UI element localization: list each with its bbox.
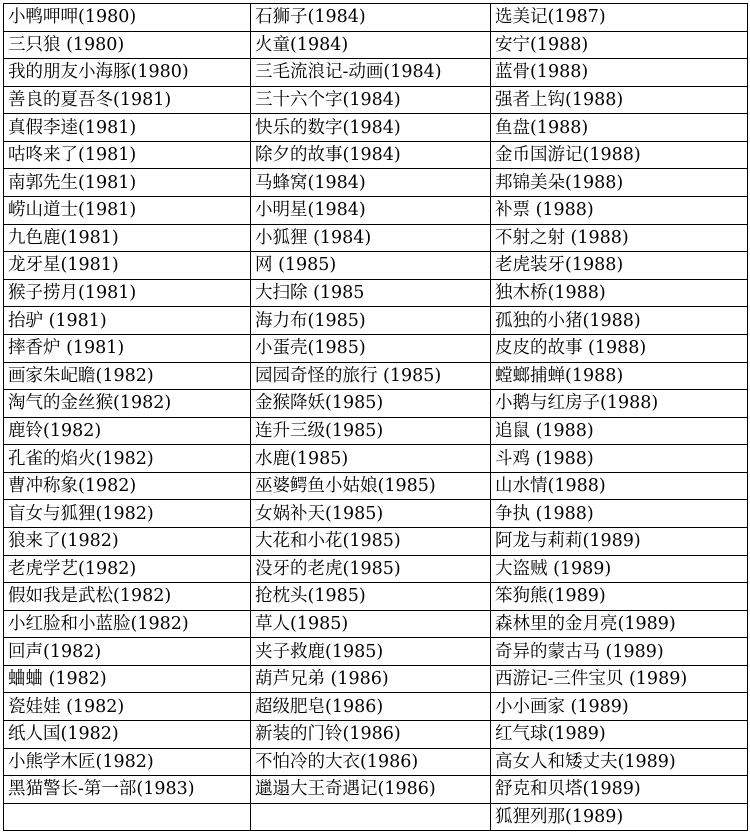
table-row bbox=[4, 693, 748, 721]
table-cell: 小明星(1984) bbox=[251, 197, 491, 225]
table-cell bbox=[4, 803, 251, 831]
table-row bbox=[4, 803, 748, 831]
table-row bbox=[4, 86, 748, 114]
table-row bbox=[4, 169, 748, 197]
table-cell: 抢枕头(1985) bbox=[251, 583, 491, 611]
table-cell: 金猴降妖(1985) bbox=[251, 390, 491, 418]
cartoon-title-table bbox=[3, 3, 748, 831]
table-cell: 大扫除 (1985 bbox=[251, 279, 491, 307]
table-cell: 没牙的老虎(1985) bbox=[251, 555, 491, 583]
table-cell: 笨狗熊(1989) bbox=[491, 583, 748, 611]
table-cell: 抬驴 (1981) bbox=[4, 307, 251, 335]
table-cell: 葫芦兄弟 (1986) bbox=[251, 665, 491, 693]
table-cell: 纸人国(1982) bbox=[4, 721, 251, 749]
table-cell: 蓝骨(1988) bbox=[491, 59, 748, 87]
table-row bbox=[4, 224, 748, 252]
table-cell: 快乐的数字(1984) bbox=[251, 114, 491, 142]
table-cell: 曹冲称象(1982) bbox=[4, 472, 251, 500]
table-row bbox=[4, 362, 748, 390]
table-cell: 斗鸡 (1988) bbox=[491, 445, 748, 473]
table-cell: 老虎学艺(1982) bbox=[4, 555, 251, 583]
table-cell: 我的朋友小海豚(1980) bbox=[4, 59, 251, 87]
table-cell: 追鼠 (1988) bbox=[491, 417, 748, 445]
table-cell: 海力布(1985) bbox=[251, 307, 491, 335]
table-cell: 高女人和矮丈夫(1989) bbox=[491, 748, 748, 776]
table-cell: 猴子捞月(1981) bbox=[4, 279, 251, 307]
table-row bbox=[4, 334, 748, 362]
table-cell: 老虎装牙(1988) bbox=[491, 252, 748, 280]
table-cell: 狼来了(1982) bbox=[4, 527, 251, 555]
table-cell: 鹿铃(1982) bbox=[4, 417, 251, 445]
table-row bbox=[4, 279, 748, 307]
table-cell: 马蜂窝(1984) bbox=[251, 169, 491, 197]
table-row bbox=[4, 472, 748, 500]
table-cell: 小红脸和小蓝脸(1982) bbox=[4, 610, 251, 638]
table-row bbox=[4, 114, 748, 142]
table-cell: 夹子救鹿(1985) bbox=[251, 638, 491, 666]
table-cell: 假如我是武松(1982) bbox=[4, 583, 251, 611]
table-cell: 新装的门铃(1986) bbox=[251, 721, 491, 749]
table-cell: 邦锦美朵(1988) bbox=[491, 169, 748, 197]
table-cell: 园园奇怪的旅行 (1985) bbox=[251, 362, 491, 390]
table-row bbox=[4, 307, 748, 335]
table-cell: 画家朱屺瞻(1982) bbox=[4, 362, 251, 390]
table-row bbox=[4, 4, 748, 32]
table-cell: 西游记-三件宝贝 (1989) bbox=[491, 665, 748, 693]
table-cell: 争执 (1988) bbox=[491, 500, 748, 528]
table-cell: 女娲补天(1985) bbox=[251, 500, 491, 528]
table-cell: 皮皮的故事 (1988) bbox=[491, 334, 748, 362]
table-cell: 善良的夏吾冬(1981) bbox=[4, 86, 251, 114]
table-cell: 金币国游记(1988) bbox=[491, 141, 748, 169]
table-row bbox=[4, 638, 748, 666]
table-row bbox=[4, 59, 748, 87]
table-cell: 巫婆鳄鱼小姑娘(1985) bbox=[251, 472, 491, 500]
table-cell: 盲女与狐狸(1982) bbox=[4, 500, 251, 528]
table-cell: 小鸭呷呷(1980) bbox=[4, 4, 251, 32]
table-cell: 咕咚来了(1981) bbox=[4, 141, 251, 169]
table-cell: 安宁(1988) bbox=[491, 31, 748, 59]
table-row bbox=[4, 197, 748, 225]
table-cell: 网 (1985) bbox=[251, 252, 491, 280]
table-cell: 草人(1985) bbox=[251, 610, 491, 638]
table-cell: 小蛋壳(1985) bbox=[251, 334, 491, 362]
table-cell: 摔香炉 (1981) bbox=[4, 334, 251, 362]
table-cell: 不射之射 (1988) bbox=[491, 224, 748, 252]
table-cell: 石狮子(1984) bbox=[251, 4, 491, 32]
table-row bbox=[4, 445, 748, 473]
table-cell: 阿龙与莉莉(1989) bbox=[491, 527, 748, 555]
table-cell: 补票 (1988) bbox=[491, 197, 748, 225]
table-cell: 回声(1982) bbox=[4, 638, 251, 666]
table-row bbox=[4, 748, 748, 776]
table-cell: 独木桥(1988) bbox=[491, 279, 748, 307]
table-cell: 邋遢大王奇遇记(1986) bbox=[251, 776, 491, 804]
table-cell: 小小画家 (1989) bbox=[491, 693, 748, 721]
table-cell: 瓷娃娃 (1982) bbox=[4, 693, 251, 721]
table-cell: 大花和小花(1985) bbox=[251, 527, 491, 555]
table-cell: 螳螂捕蝉(1988) bbox=[491, 362, 748, 390]
table-cell: 三只狼 (1980) bbox=[4, 31, 251, 59]
table-cell: 水鹿(1985) bbox=[251, 445, 491, 473]
table-cell: 孔雀的焰火(1982) bbox=[4, 445, 251, 473]
table-cell: 崂山道士(1981) bbox=[4, 197, 251, 225]
table-row bbox=[4, 776, 748, 804]
table-cell: 龙牙星(1981) bbox=[4, 252, 251, 280]
table-cell: 三毛流浪记-动画(1984) bbox=[251, 59, 491, 87]
table-cell: 不怕冷的大衣(1986) bbox=[251, 748, 491, 776]
table-cell: 山水情(1988) bbox=[491, 472, 748, 500]
table-cell: 奇异的蒙古马 (1989) bbox=[491, 638, 748, 666]
table-row bbox=[4, 555, 748, 583]
table-row bbox=[4, 500, 748, 528]
table-cell: 黑猫警长-第一部(1983) bbox=[4, 776, 251, 804]
table-row bbox=[4, 610, 748, 638]
table-cell: 火童(1984) bbox=[251, 31, 491, 59]
table-cell: 九色鹿(1981) bbox=[4, 224, 251, 252]
table-cell bbox=[251, 803, 491, 831]
table-cell: 森林里的金月亮(1989) bbox=[491, 610, 748, 638]
table-body bbox=[4, 4, 748, 831]
table-row bbox=[4, 417, 748, 445]
table-row bbox=[4, 527, 748, 555]
table-cell: 小鹅与红房子(1988) bbox=[491, 390, 748, 418]
table-cell: 真假李逵(1981) bbox=[4, 114, 251, 142]
table-cell: 强者上钩(1988) bbox=[491, 86, 748, 114]
table-row bbox=[4, 583, 748, 611]
table-cell: 蛐蛐 (1982) bbox=[4, 665, 251, 693]
table-cell: 孤独的小猪(1988) bbox=[491, 307, 748, 335]
table-cell: 小狐狸 (1984) bbox=[251, 224, 491, 252]
table-cell: 鱼盘(1988) bbox=[491, 114, 748, 142]
table-cell: 连升三级(1985) bbox=[251, 417, 491, 445]
table-cell: 舒克和贝塔(1989) bbox=[491, 776, 748, 804]
table-cell: 除夕的故事(1984) bbox=[251, 141, 491, 169]
table-cell: 南郭先生(1981) bbox=[4, 169, 251, 197]
table-cell: 淘气的金丝猴(1982) bbox=[4, 390, 251, 418]
table-row bbox=[4, 721, 748, 749]
table-cell: 大盗贼 (1989) bbox=[491, 555, 748, 583]
table-row bbox=[4, 390, 748, 418]
table-row bbox=[4, 665, 748, 693]
table-cell: 红气球(1989) bbox=[491, 721, 748, 749]
table-cell: 小熊学木匠(1982) bbox=[4, 748, 251, 776]
table-row bbox=[4, 252, 748, 280]
table-row bbox=[4, 31, 748, 59]
table-cell: 选美记(1987) bbox=[491, 4, 748, 32]
table-cell: 三十六个字(1984) bbox=[251, 86, 491, 114]
table-cell: 狐狸列那(1989) bbox=[491, 803, 748, 831]
table-row bbox=[4, 141, 748, 169]
table-cell: 超级肥皂(1986) bbox=[251, 693, 491, 721]
